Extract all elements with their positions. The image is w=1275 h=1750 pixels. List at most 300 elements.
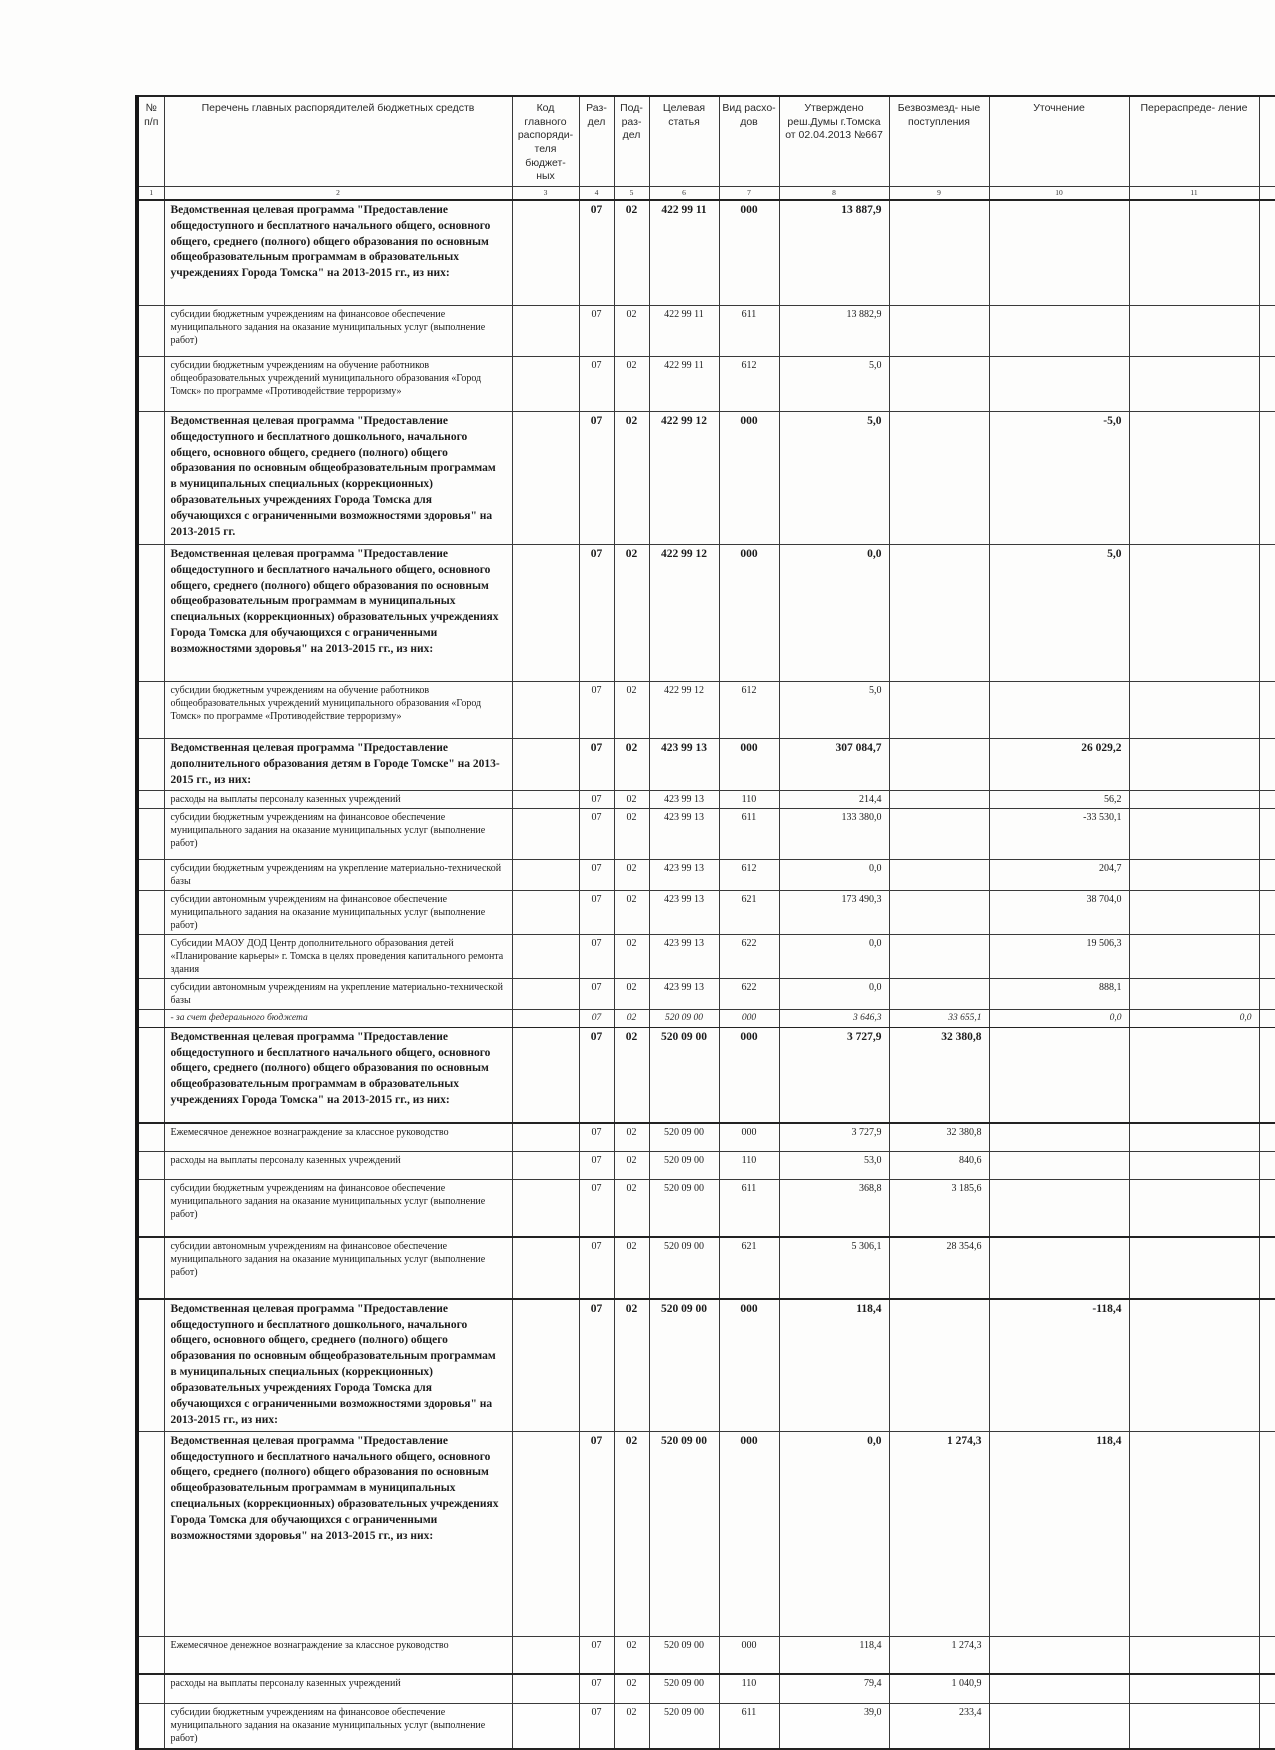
cell-razdel: 07 — [579, 979, 614, 1010]
cell-row-number — [137, 1299, 164, 1431]
cell-target-article: 423 99 13 — [649, 891, 719, 935]
cell-target-article: 520 09 00 — [649, 1237, 719, 1299]
cell-razdel: 07 — [579, 891, 614, 935]
cell-target-article: 520 09 00 — [649, 1151, 719, 1179]
cell-adjustment-amount — [989, 1674, 1129, 1704]
cell-podrazdel: 02 — [614, 935, 649, 979]
cell-grbs-name: Ведомственная целевая программа "Предоставление дополнительного образования детям в Городе Томске" на 2013-2015 гг., из них: — [164, 738, 512, 791]
cell-redistribution-amount — [1129, 1431, 1259, 1636]
cell-gratuitous-amount — [889, 411, 989, 544]
column-number: 10 — [989, 186, 1129, 200]
cell-approved-amount: 79,4 — [779, 1674, 889, 1704]
cell-redistribution-amount — [1129, 356, 1259, 411]
cell-target-article: 520 09 00 — [649, 1636, 719, 1674]
cell-cut-edge — [1259, 891, 1275, 935]
cell-expense-type: 000 — [719, 544, 779, 681]
cell-grbs-code — [512, 935, 579, 979]
cell-podrazdel: 02 — [614, 791, 649, 809]
cell-adjustment-amount — [989, 1123, 1129, 1152]
cell-redistribution-amount — [1129, 544, 1259, 681]
cell-target-article: 423 99 13 — [649, 738, 719, 791]
col-header-target-article: Целевая статья — [649, 96, 719, 186]
cell-gratuitous-amount: 1 274,3 — [889, 1431, 989, 1636]
cell-cut-edge — [1259, 200, 1275, 306]
cell-expense-type: 000 — [719, 1299, 779, 1431]
cell-target-article: 520 09 00 — [649, 1299, 719, 1431]
cell-approved-amount: 5 306,1 — [779, 1237, 889, 1299]
cell-grbs-name: субсидии автономным учреждениям на финансовое обеспечение муниципального задания на оказание муниципальных услуг (выполнение работ) — [164, 891, 512, 935]
cell-target-article: 422 99 12 — [649, 544, 719, 681]
cell-adjustment-amount: 204,7 — [989, 860, 1129, 891]
cell-razdel: 07 — [579, 809, 614, 860]
column-number: 9 — [889, 186, 989, 200]
column-number: 8 — [779, 186, 889, 200]
column-number: 3 — [512, 186, 579, 200]
cell-razdel: 07 — [579, 1123, 614, 1152]
cell-expense-type: 000 — [719, 1027, 779, 1123]
cell-expense-type: 611 — [719, 809, 779, 860]
cell-adjustment-amount: 118,4 — [989, 1431, 1129, 1636]
cell-row-number — [137, 1237, 164, 1299]
column-number: 7 — [719, 186, 779, 200]
cell-target-article: 422 99 11 — [649, 305, 719, 356]
cell-redistribution-amount — [1129, 411, 1259, 544]
cell-expense-type: 611 — [719, 305, 779, 356]
cell-row-number — [137, 1636, 164, 1674]
col-header-grbs-list: Перечень главных распорядителей бюджетных средств — [164, 96, 512, 186]
cell-razdel: 07 — [579, 1299, 614, 1431]
cell-gratuitous-amount: 840,6 — [889, 1151, 989, 1179]
cell-cut-edge — [1259, 1027, 1275, 1123]
column-number: 6 — [649, 186, 719, 200]
cell-adjustment-amount — [989, 1237, 1129, 1299]
cell-expense-type: 612 — [719, 860, 779, 891]
cell-redistribution-amount — [1129, 1151, 1259, 1179]
table-row — [137, 1431, 1275, 1636]
table-row — [137, 1123, 1275, 1152]
table-row — [137, 1237, 1275, 1299]
cell-adjustment-amount: 888,1 — [989, 979, 1129, 1010]
table-row — [137, 1299, 1275, 1431]
cell-expense-type: 000 — [719, 200, 779, 306]
cell-cut-edge — [1259, 860, 1275, 891]
cell-approved-amount: 3 646,3 — [779, 1010, 889, 1027]
cell-razdel: 07 — [579, 935, 614, 979]
cell-redistribution-amount — [1129, 1674, 1259, 1704]
cell-target-article: 520 09 00 — [649, 1010, 719, 1027]
cell-podrazdel: 02 — [614, 1431, 649, 1636]
cell-cut-edge — [1259, 1237, 1275, 1299]
cell-gratuitous-amount — [889, 738, 989, 791]
cell-row-number — [137, 809, 164, 860]
cell-podrazdel: 02 — [614, 544, 649, 681]
cell-razdel: 07 — [579, 1151, 614, 1179]
cell-target-article: 423 99 13 — [649, 860, 719, 891]
cell-gratuitous-amount — [889, 891, 989, 935]
cell-redistribution-amount — [1129, 791, 1259, 809]
cell-grbs-name: Ежемесячное денежное вознаграждение за классное руководство — [164, 1123, 512, 1152]
cell-grbs-code — [512, 809, 579, 860]
cell-expense-type: 000 — [719, 738, 779, 791]
cell-redistribution-amount — [1129, 1123, 1259, 1152]
cell-cut-edge — [1259, 1431, 1275, 1636]
cell-row-number — [137, 1703, 164, 1749]
cell-grbs-name: субсидии бюджетным учреждениям на обучение работников общеобразовательных учреждений муниципального образования «Город Томск» по программе «Противодействие терроризму» — [164, 681, 512, 738]
cell-gratuitous-amount — [889, 356, 989, 411]
cell-podrazdel: 02 — [614, 1027, 649, 1123]
cell-grbs-name: субсидии бюджетным учреждениям на укрепление материально-технической базы — [164, 860, 512, 891]
cell-podrazdel: 02 — [614, 1151, 649, 1179]
cell-cut-edge — [1259, 1151, 1275, 1179]
cell-razdel: 07 — [579, 738, 614, 791]
table-row — [137, 791, 1275, 809]
cell-row-number — [137, 200, 164, 306]
cell-podrazdel: 02 — [614, 809, 649, 860]
cell-grbs-code — [512, 1151, 579, 1179]
cell-podrazdel: 02 — [614, 681, 649, 738]
cell-grbs-name: субсидии бюджетным учреждениям на финансовое обеспечение муниципального задания на оказание муниципальных услуг (выполнение работ) — [164, 809, 512, 860]
col-header-cut-edge — [1259, 96, 1275, 186]
cell-row-number — [137, 791, 164, 809]
cell-row-number — [137, 411, 164, 544]
cell-row-number — [137, 1010, 164, 1027]
cell-target-article: 520 09 00 — [649, 1703, 719, 1749]
cell-podrazdel: 02 — [614, 1299, 649, 1431]
cell-adjustment-amount — [989, 681, 1129, 738]
cell-razdel: 07 — [579, 356, 614, 411]
cell-redistribution-amount — [1129, 738, 1259, 791]
cell-cut-edge — [1259, 305, 1275, 356]
cell-expense-type: 621 — [719, 891, 779, 935]
cell-expense-type: 622 — [719, 935, 779, 979]
column-number-row — [137, 186, 1275, 200]
cell-gratuitous-amount: 1 040,9 — [889, 1674, 989, 1704]
cell-grbs-name: Ведомственная целевая программа "Предоставление общедоступного и бесплатного дошкольного, начального общего, основного общего, среднего (полного) общего образования по основным общеобразовательным программам в муниципальных специальных (коррекционных) образовательных учреждениях Города Томска для обучающихся с ограниченными возможностями здоровья" на 2013-2015 гг. — [164, 411, 512, 544]
cell-cut-edge — [1259, 979, 1275, 1010]
cell-razdel: 07 — [579, 1010, 614, 1027]
cell-cut-edge — [1259, 356, 1275, 411]
cell-grbs-code — [512, 200, 579, 306]
table-row — [137, 1010, 1275, 1027]
cell-razdel: 07 — [579, 200, 614, 306]
table-row — [137, 356, 1275, 411]
cell-approved-amount: 133 380,0 — [779, 809, 889, 860]
cell-adjustment-amount: 26 029,2 — [989, 738, 1129, 791]
cell-grbs-code — [512, 738, 579, 791]
cell-adjustment-amount: 38 704,0 — [989, 891, 1129, 935]
column-number-cut-edge — [1259, 186, 1275, 200]
cell-razdel: 07 — [579, 1636, 614, 1674]
col-header-gratuitous: Безвозмезд- ные поступления — [889, 96, 989, 186]
cell-gratuitous-amount — [889, 681, 989, 738]
cell-razdel: 07 — [579, 681, 614, 738]
table-header-row — [137, 96, 1275, 186]
cell-adjustment-amount: 56,2 — [989, 791, 1129, 809]
cell-redistribution-amount — [1129, 1636, 1259, 1674]
table-row — [137, 544, 1275, 681]
cell-adjustment-amount: 19 506,3 — [989, 935, 1129, 979]
cell-cut-edge — [1259, 1299, 1275, 1431]
cell-grbs-name: субсидии бюджетным учреждениям на обучение работников общеобразовательных учреждений муниципального образования «Город Томск» по программе «Противодействие терроризму» — [164, 356, 512, 411]
cell-row-number — [137, 979, 164, 1010]
cell-approved-amount: 3 727,9 — [779, 1123, 889, 1152]
cell-grbs-code — [512, 860, 579, 891]
cell-expense-type: 000 — [719, 411, 779, 544]
cell-redistribution-amount — [1129, 809, 1259, 860]
cell-redistribution-amount — [1129, 1237, 1259, 1299]
col-header-approved: Утверждено реш.Думы г.Томска от 02.04.2013 №667 — [779, 96, 889, 186]
cell-target-article: 422 99 11 — [649, 356, 719, 411]
table-row — [137, 681, 1275, 738]
table-row — [137, 1636, 1275, 1674]
cell-cut-edge — [1259, 1179, 1275, 1237]
cell-adjustment-amount — [989, 1703, 1129, 1749]
col-header-num: № п/п — [137, 96, 164, 186]
cell-grbs-code — [512, 1636, 579, 1674]
cell-cut-edge — [1259, 1703, 1275, 1749]
cell-grbs-code — [512, 1027, 579, 1123]
cell-podrazdel: 02 — [614, 1674, 649, 1704]
cell-cut-edge — [1259, 544, 1275, 681]
table-row — [137, 809, 1275, 860]
col-header-expense-type: Вид расхо- дов — [719, 96, 779, 186]
cell-grbs-code — [512, 356, 579, 411]
cell-grbs-code — [512, 791, 579, 809]
cell-gratuitous-amount — [889, 1299, 989, 1431]
cell-approved-amount: 13 882,9 — [779, 305, 889, 356]
col-header-redistribution: Перераспреде- ление — [1129, 96, 1259, 186]
cell-approved-amount: 0,0 — [779, 979, 889, 1010]
cell-grbs-code — [512, 681, 579, 738]
table-body — [137, 200, 1275, 1749]
cell-cut-edge — [1259, 738, 1275, 791]
cell-adjustment-amount: -5,0 — [989, 411, 1129, 544]
cell-target-article: 422 99 12 — [649, 411, 719, 544]
cell-target-article: 423 99 13 — [649, 791, 719, 809]
cell-podrazdel: 02 — [614, 1237, 649, 1299]
cell-row-number — [137, 935, 164, 979]
cell-razdel: 07 — [579, 1027, 614, 1123]
cell-expense-type: 110 — [719, 1674, 779, 1704]
column-number: 5 — [614, 186, 649, 200]
cell-podrazdel: 02 — [614, 738, 649, 791]
cell-adjustment-amount: -118,4 — [989, 1299, 1129, 1431]
cell-adjustment-amount — [989, 1151, 1129, 1179]
cell-grbs-name: Субсидии МАОУ ДОД Центр дополнительного образования детей «Планирование карьеры» г. Томска в целях проведения капитального ремонта здания — [164, 935, 512, 979]
cell-row-number — [137, 356, 164, 411]
cell-grbs-code — [512, 1703, 579, 1749]
cell-podrazdel: 02 — [614, 1636, 649, 1674]
cell-podrazdel: 02 — [614, 356, 649, 411]
cell-podrazdel: 02 — [614, 305, 649, 356]
cell-redistribution-amount — [1129, 200, 1259, 306]
cell-row-number — [137, 544, 164, 681]
cell-target-article: 423 99 13 — [649, 979, 719, 1010]
table-row — [137, 200, 1275, 306]
cell-expense-type: 612 — [719, 681, 779, 738]
cell-expense-type: 000 — [719, 1636, 779, 1674]
cell-grbs-name: субсидии бюджетным учреждениям на финансовое обеспечение муниципального задания на оказание муниципальных услуг (выполнение работ) — [164, 1179, 512, 1237]
cell-expense-type: 611 — [719, 1703, 779, 1749]
cell-adjustment-amount — [989, 1179, 1129, 1237]
cell-approved-amount: 13 887,9 — [779, 200, 889, 306]
cell-gratuitous-amount: 233,4 — [889, 1703, 989, 1749]
cell-approved-amount: 118,4 — [779, 1636, 889, 1674]
col-header-grbs-code: Код главного распоряди- теля бюджет- ных — [512, 96, 579, 186]
cell-target-article: 423 99 13 — [649, 935, 719, 979]
cell-gratuitous-amount — [889, 200, 989, 306]
cell-target-article: 422 99 12 — [649, 681, 719, 738]
cell-cut-edge — [1259, 935, 1275, 979]
table-row — [137, 891, 1275, 935]
cell-grbs-code — [512, 411, 579, 544]
cell-expense-type: 110 — [719, 1151, 779, 1179]
cell-razdel: 07 — [579, 1237, 614, 1299]
cell-cut-edge — [1259, 791, 1275, 809]
cell-target-article: 423 99 13 — [649, 809, 719, 860]
cell-adjustment-amount — [989, 1636, 1129, 1674]
cell-grbs-code — [512, 1179, 579, 1237]
cell-redistribution-amount — [1129, 979, 1259, 1010]
cell-razdel: 07 — [579, 1431, 614, 1636]
table-row — [137, 305, 1275, 356]
cell-razdel: 07 — [579, 860, 614, 891]
cell-gratuitous-amount — [889, 544, 989, 681]
cell-row-number — [137, 738, 164, 791]
cell-podrazdel: 02 — [614, 1179, 649, 1237]
cell-grbs-code — [512, 544, 579, 681]
cell-grbs-name: субсидии бюджетным учреждениям на финансовое обеспечение муниципального задания на оказание муниципальных услуг (выполнение работ) — [164, 305, 512, 356]
cell-cut-edge — [1259, 1674, 1275, 1704]
cell-grbs-code — [512, 1010, 579, 1027]
cell-cut-edge — [1259, 411, 1275, 544]
cell-redistribution-amount — [1129, 1179, 1259, 1237]
cell-approved-amount: 0,0 — [779, 935, 889, 979]
cell-grbs-name: Ведомственная целевая программа "Предоставление общедоступного и бесплатного начального общего, основного общего, среднего (полного) общего образования по основным общеобразовательным программам в образовательных учреждениях Города Томска" на 2013-2015 гг., из них: — [164, 1027, 512, 1123]
cell-gratuitous-amount — [889, 305, 989, 356]
cell-expense-type: 000 — [719, 1010, 779, 1027]
cell-approved-amount: 53,0 — [779, 1151, 889, 1179]
cell-expense-type: 611 — [719, 1179, 779, 1237]
cell-podrazdel: 02 — [614, 1703, 649, 1749]
cell-podrazdel: 02 — [614, 979, 649, 1010]
cell-cut-edge — [1259, 1636, 1275, 1674]
cell-row-number — [137, 1123, 164, 1152]
table-row — [137, 1703, 1275, 1749]
cell-approved-amount: 214,4 — [779, 791, 889, 809]
cell-grbs-name: Ежемесячное денежное вознаграждение за классное руководство — [164, 1636, 512, 1674]
cell-approved-amount: 368,8 — [779, 1179, 889, 1237]
cell-razdel: 07 — [579, 305, 614, 356]
cell-target-article: 520 09 00 — [649, 1123, 719, 1152]
cell-grbs-code — [512, 1299, 579, 1431]
cell-grbs-name: субсидии автономным учреждениям на укрепление материально-технической базы — [164, 979, 512, 1010]
cell-row-number — [137, 1179, 164, 1237]
cell-grbs-name: субсидии бюджетным учреждениям на финансовое обеспечение муниципального задания на оказание муниципальных услуг (выполнение работ) — [164, 1703, 512, 1749]
cell-podrazdel: 02 — [614, 1010, 649, 1027]
cell-razdel: 07 — [579, 1179, 614, 1237]
cell-grbs-name: расходы на выплаты персоналу казенных учреждений — [164, 1674, 512, 1704]
cell-row-number — [137, 1027, 164, 1123]
cell-approved-amount: 5,0 — [779, 356, 889, 411]
cell-approved-amount: 0,0 — [779, 860, 889, 891]
column-number: 2 — [164, 186, 512, 200]
table-row — [137, 1674, 1275, 1704]
cell-razdel: 07 — [579, 411, 614, 544]
cell-target-article: 520 09 00 — [649, 1179, 719, 1237]
col-header-podrazdel: Под- раз- дел — [614, 96, 649, 186]
cell-redistribution-amount — [1129, 935, 1259, 979]
cell-approved-amount: 307 084,7 — [779, 738, 889, 791]
cell-grbs-name: - за счет федерального бюджета — [164, 1010, 512, 1027]
cell-approved-amount: 118,4 — [779, 1299, 889, 1431]
cell-grbs-code — [512, 1123, 579, 1152]
cell-row-number — [137, 681, 164, 738]
cell-gratuitous-amount — [889, 979, 989, 1010]
cell-grbs-name: расходы на выплаты персоналу казенных учреждений — [164, 791, 512, 809]
column-number: 4 — [579, 186, 614, 200]
cell-redistribution-amount — [1129, 891, 1259, 935]
cell-expense-type: 000 — [719, 1431, 779, 1636]
cell-gratuitous-amount: 32 380,8 — [889, 1123, 989, 1152]
cell-approved-amount: 39,0 — [779, 1703, 889, 1749]
cell-cut-edge — [1259, 809, 1275, 860]
cell-expense-type: 621 — [719, 1237, 779, 1299]
cell-podrazdel: 02 — [614, 200, 649, 306]
cell-podrazdel: 02 — [614, 860, 649, 891]
cell-adjustment-amount: 5,0 — [989, 544, 1129, 681]
table-row — [137, 1027, 1275, 1123]
cell-adjustment-amount: -33 530,1 — [989, 809, 1129, 860]
cell-gratuitous-amount — [889, 809, 989, 860]
cell-grbs-code — [512, 1237, 579, 1299]
cell-row-number — [137, 305, 164, 356]
cell-gratuitous-amount: 32 380,8 — [889, 1027, 989, 1123]
cell-grbs-name: расходы на выплаты персоналу казенных учреждений — [164, 1151, 512, 1179]
cell-gratuitous-amount: 33 655,1 — [889, 1010, 989, 1027]
cell-expense-type: 110 — [719, 791, 779, 809]
cell-expense-type: 000 — [719, 1123, 779, 1152]
table-row — [137, 935, 1275, 979]
cell-razdel: 07 — [579, 1674, 614, 1704]
cell-redistribution-amount — [1129, 860, 1259, 891]
cell-approved-amount: 5,0 — [779, 411, 889, 544]
cell-adjustment-amount — [989, 200, 1129, 306]
cell-target-article: 422 99 11 — [649, 200, 719, 306]
cell-podrazdel: 02 — [614, 891, 649, 935]
cell-approved-amount: 0,0 — [779, 544, 889, 681]
cell-grbs-name: Ведомственная целевая программа "Предоставление общедоступного и бесплатного дошкольного, начального общего, основного общего, среднего (полного) общего образования по основным общеобразовательным программам в муниципальных специальных (коррекционных) образовательных учреждениях Города Томска для обучающихся с ограниченными возможностями здоровья" на 2013-2015 гг., из них: — [164, 1299, 512, 1431]
cell-gratuitous-amount — [889, 791, 989, 809]
cell-gratuitous-amount: 1 274,3 — [889, 1636, 989, 1674]
cell-grbs-name: Ведомственная целевая программа "Предоставление общедоступного и бесплатного начального общего, основного общего, среднего (полного) общего образования по основным общеобразовательным программам в муниципальных специальных (коррекционных) образовательных учреждениях Города Томска для обучающихся с ограниченными возможностями здоровья" на 2013-2015 гг., из них: — [164, 1431, 512, 1636]
cell-target-article: 520 09 00 — [649, 1431, 719, 1636]
cell-grbs-code — [512, 305, 579, 356]
table-row — [137, 1151, 1275, 1179]
cell-adjustment-amount: 0,0 — [989, 1010, 1129, 1027]
table-row — [137, 738, 1275, 791]
cell-approved-amount: 173 490,3 — [779, 891, 889, 935]
col-header-adjustment: Уточнение — [989, 96, 1129, 186]
cell-expense-type: 622 — [719, 979, 779, 1010]
cell-adjustment-amount — [989, 305, 1129, 356]
cell-grbs-name: Ведомственная целевая программа "Предоставление общедоступного и бесплатного начального общего, основного общего, среднего (полного) общего образования по основным общеобразовательным программам в муниципальных специальных (коррекционных) образовательных учреждениях Города Томска для обучающихся с ограниченными возможностями здоровья" на 2013-2015 гг., из них: — [164, 544, 512, 681]
cell-grbs-code — [512, 1674, 579, 1704]
cell-approved-amount: 5,0 — [779, 681, 889, 738]
table-row — [137, 1179, 1275, 1237]
cell-gratuitous-amount: 28 354,6 — [889, 1237, 989, 1299]
cell-gratuitous-amount — [889, 860, 989, 891]
